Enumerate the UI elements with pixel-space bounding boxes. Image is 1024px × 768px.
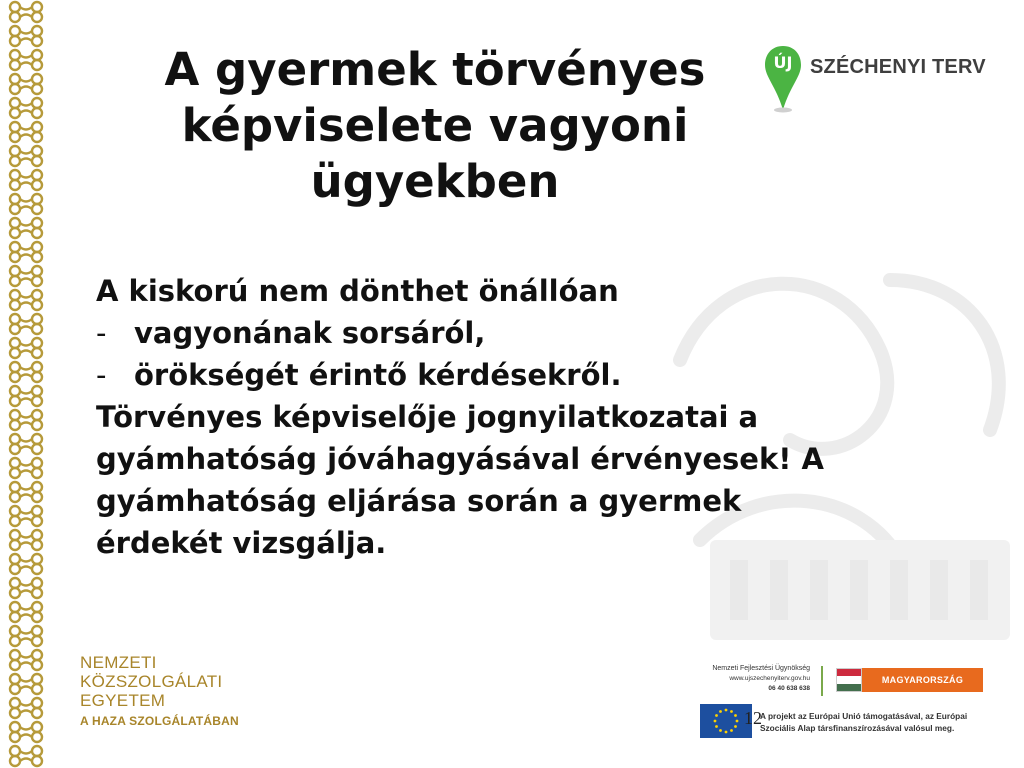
slide-body bbox=[96, 270, 976, 564]
szechenyi-terv-logo bbox=[762, 44, 992, 114]
list-item bbox=[96, 354, 976, 396]
bullet-marker: - bbox=[96, 316, 107, 350]
university-name-line: KÖZSZOLGÁLATI bbox=[80, 672, 223, 691]
logo-brand-text: SZÉCHENYI TERV bbox=[810, 56, 986, 78]
decorative-border bbox=[0, 0, 52, 768]
footer-divider bbox=[821, 666, 823, 696]
bullet-text: örökségét érintő kérdésekről. bbox=[134, 358, 622, 392]
paragraph-line: gyámhatóság eljárása során a gyermek bbox=[96, 484, 742, 518]
slide-title bbox=[80, 42, 790, 210]
university-logo bbox=[80, 653, 239, 731]
agency-url: www.ujszechenyiterv.gov.hu bbox=[729, 675, 810, 682]
paragraph-line: gyámhatóság jóváhagyásával érvényesek! A bbox=[96, 442, 825, 476]
hungarian-flag-icon bbox=[836, 668, 862, 692]
intro-text: A kiskorú nem dönthet önállóan bbox=[96, 274, 619, 308]
eu-funding-line: Szociális Alap társfinanszírozásával valósul meg. bbox=[760, 723, 955, 733]
university-tagline: A HAZA SZOLGÁLATÁBAN bbox=[80, 714, 239, 728]
page-number: 12 bbox=[744, 708, 762, 728]
agency-info bbox=[700, 664, 810, 694]
university-name-line: EGYETEM bbox=[80, 691, 166, 710]
logo-pin-text: ÚJ bbox=[773, 53, 793, 72]
paragraph bbox=[96, 396, 976, 564]
eu-funding-line: A projekt az Európai Unió támogatásával, az Európai bbox=[760, 711, 968, 721]
bullet-text: vagyonának sorsáról, bbox=[134, 316, 486, 350]
title-line: A gyermek törvényes bbox=[164, 43, 706, 96]
list-item bbox=[96, 312, 976, 354]
title-line: ügyekben bbox=[310, 155, 560, 208]
university-name-line: NEMZETI bbox=[80, 653, 157, 672]
paragraph-line: érdekét vizsgálja. bbox=[96, 526, 387, 560]
eu-funding-notice bbox=[760, 710, 992, 734]
agency-name: Nemzeti Fejlesztési Ügynökség bbox=[712, 665, 810, 672]
agency-phone: 06 40 638 638 bbox=[768, 685, 810, 692]
magyarorszag-megujul-banner: MAGYARORSZÁG MEGÚJUL bbox=[862, 668, 983, 692]
bullet-marker: - bbox=[96, 358, 107, 392]
title-line: képviselete vagyoni bbox=[181, 99, 689, 152]
paragraph-line: Törvényes képviselője jognyilatkozatai a bbox=[96, 400, 759, 434]
